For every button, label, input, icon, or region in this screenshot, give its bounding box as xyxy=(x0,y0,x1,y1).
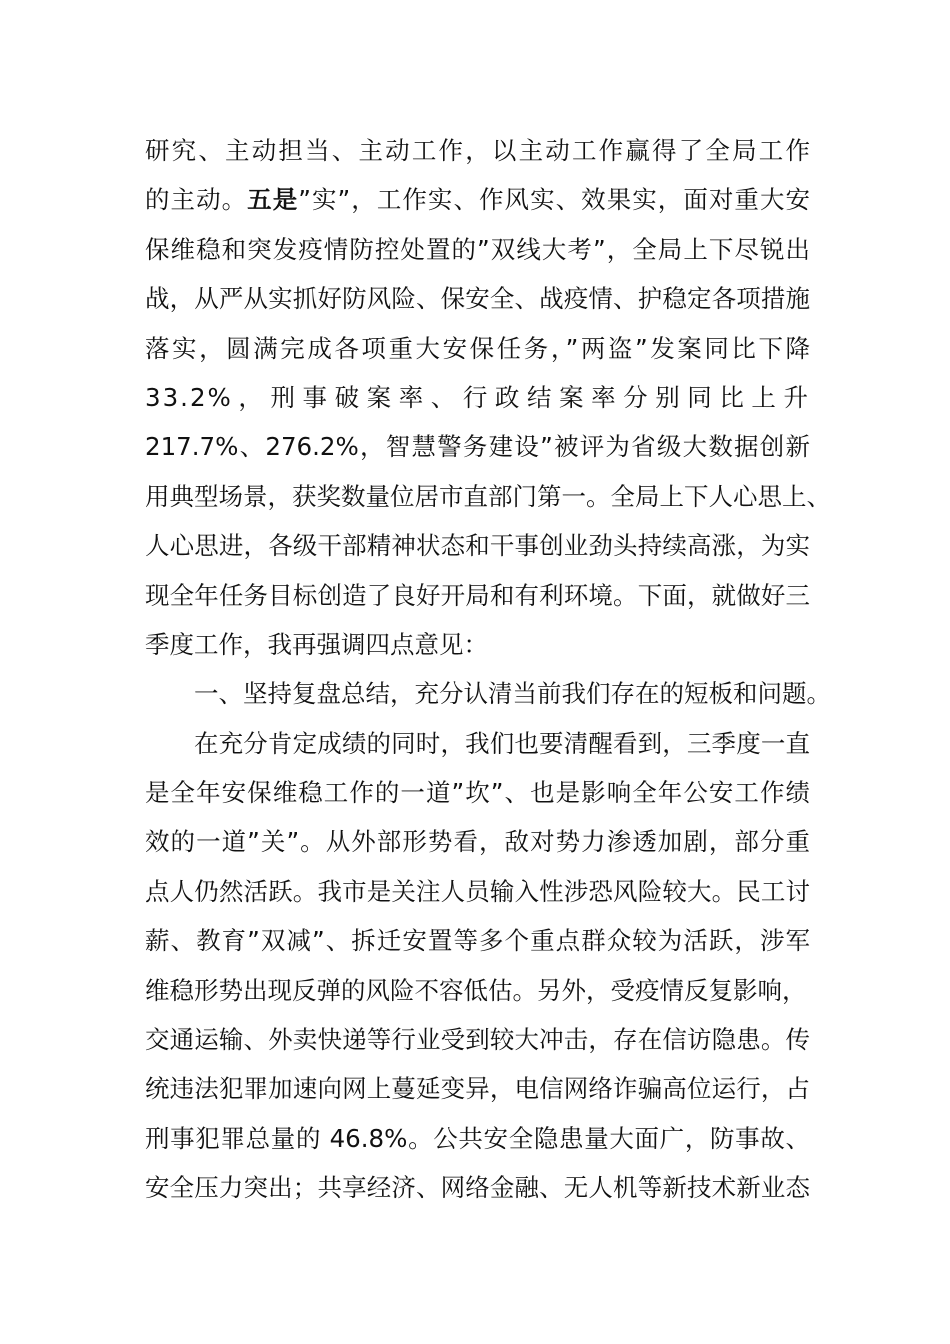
text-segment: 刑事犯罪总量的 46.8%。公共安全隐患量大面广，防事故、 xyxy=(145,1123,810,1153)
text-line xyxy=(145,1114,810,1163)
text-segment: 用典型场景，获奖数量位居市直部门第一。全局上下人心思上、 xyxy=(145,481,831,511)
text-line xyxy=(145,817,810,866)
text-segment: 落实，圆满完成各项重大安保任务，”两盗”发案同比下降 xyxy=(145,333,810,363)
text-line xyxy=(145,126,810,175)
text-segment: 统违法犯罪加速向网上蔓延变异，电信网络诈骗高位运行，占 xyxy=(145,1074,810,1104)
text-line xyxy=(145,620,810,669)
text-line xyxy=(145,175,810,224)
text-line xyxy=(145,966,810,1015)
text-segment: 33.2%，刑事破案率、行政结案率分别同比上升 xyxy=(145,382,810,412)
text-line xyxy=(145,1163,810,1212)
emphasis-text: 五是 xyxy=(247,185,299,215)
text-line xyxy=(145,867,810,916)
text-segment: 季度工作，我再强调四点意见： xyxy=(145,629,488,659)
text-line xyxy=(145,571,810,620)
text-segment: 保维稳和突发疫情防控处置的”双线大考”，全局上下尽锐出 xyxy=(145,234,810,264)
text-segment: 在充分肯定成绩的同时，我们也要清醒看到，三季度一直 xyxy=(194,728,810,758)
text-line xyxy=(145,324,810,373)
text-segment: 安全压力突出；共享经济、网络金融、无人机等新技术新业态 xyxy=(145,1173,810,1203)
text-segment: 交通运输、外卖快递等行业受到较大冲击，存在信访隐患。传 xyxy=(145,1025,810,1055)
text-segment: 现全年任务目标创造了良好开局和有利环境。下面，就做好三 xyxy=(145,580,810,610)
text-line xyxy=(145,225,810,274)
text-segment: 217.7%、276.2%，智慧警务建设”被评为省级大数据创新 xyxy=(145,432,810,462)
text-line xyxy=(145,274,810,323)
text-line xyxy=(145,521,810,570)
document-body xyxy=(145,126,831,1213)
text-segment: 一、坚持复盘总结，充分认清当前我们存在的短板和问题。 xyxy=(194,679,831,709)
text-segment: 人心思进，各级干部精神状态和干事创业劲头持续高涨，为实 xyxy=(145,531,810,561)
text-line xyxy=(145,768,810,817)
text-segment: 研究、主动担当、主动工作，以主动工作赢得了全局工作 xyxy=(145,136,810,165)
text-segment: 效的一道”关”。从外部形势看，敌对势力渗透加剧，部分重 xyxy=(145,827,810,857)
text-line xyxy=(145,422,810,471)
text-line xyxy=(145,719,810,768)
text-segment: 是全年安保维稳工作的一道”坎”、也是影响全年公安工作绩 xyxy=(145,778,810,808)
text-segment: 战，从严从实抓好防风险、保安全、战疫情、护稳定各项措施 xyxy=(145,284,810,314)
text-segment: ”实”，工作实、作风实、效果实，面对重大安 xyxy=(298,185,810,215)
text-line xyxy=(145,1064,810,1113)
text-line xyxy=(145,472,831,521)
text-line xyxy=(145,373,810,422)
text-segment: 维稳形势出现反弹的风险不容低估。另外，受疫情反复影响， xyxy=(145,975,807,1005)
text-segment: 薪、教育”双减”、拆迁安置等多个重点群众较为活跃，涉军 xyxy=(145,926,810,956)
section-heading xyxy=(145,669,831,718)
text-line xyxy=(145,916,810,965)
text-segment: 的主动。 xyxy=(145,185,248,215)
text-line xyxy=(145,1015,810,1064)
text-segment: 点人仍然活跃。我市是关注人员输入性涉恐风险较大。民工讨 xyxy=(145,876,810,906)
